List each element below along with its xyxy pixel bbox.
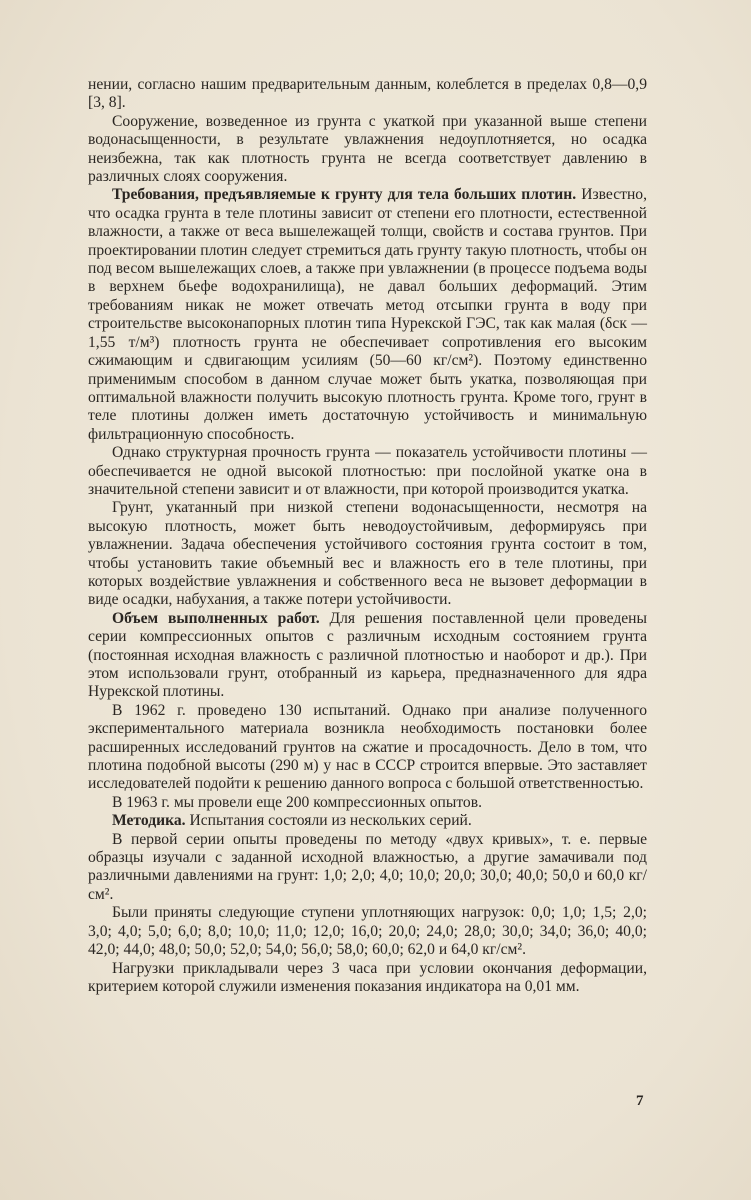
- paragraph: Грунт, укатанный при низкой степени водонасыщенности, несмотря на высокую плотность, может быть неводоустойчивым, деформируясь при увлажнении. Задача обеспечения устойчивого состояния грунта состоит в том, чтобы установить такие объемный вес и влажность его в теле плотины, при которых воздействие увлажнения и собственного веса не вызовет деформации в виде осадки, набухания, а также потери устойчивости.: [88, 499, 647, 609]
- paragraph: Были приняты следующие ступени уплотняющих нагрузок: 0,0; 1,0; 1,5; 2,0; 3,0; 4,0; 5,0; 6,0; 8,0; 10,0; 11,0; 12,0; 16,0; 20,0; 24,0; 28,0; 30,0; 34,0; 36,0; 40,0; 42,0; 44,0; 48,0; 50,0; 52,0; 54,0; 56,0; 58,0; 60,0; 62,0 и 64,0 кг/см².: [88, 904, 647, 959]
- paragraph: Требования, предъявляемые к грунту для тела больших плотин. Известно, что осадка грунта в теле плотины зависит от степени его плотности, естественной влажности, а также от веса вышележащей толщи, свойств и состава грунтов. При проектировании плотин следует стремиться дать грунту такую плотность, чтобы он под весом вышележащих слоев, а также при увлажнении (в процессе подъема воды в верхнем бьефе водохранилища), не давал больших деформаций. Этим требованиям никак не может отвечать метод отсыпки грунта в воду при строительстве высоконапорных плотин типа Нурекской ГЭС, так как малая (δск — 1,55 т/м³) плотность грунта не обеспечивает сопротивления его высоким сжимающим и сдвигающим усилиям (50—60 кг/см²). Поэтому единственно применимым способом в данном случае может быть укатка, позволяющая при оптимальной влажности получить высокую плотность грунта. Кроме того, грунт в теле плотины должен иметь достаточную устойчивость и минимальную фильтрационную способность.: [88, 186, 647, 443]
- paragraph: В 1962 г. проведено 130 испытаний. Однако при анализе полученного экспериментального материала возникла необходимость постановки более расширенных исследований грунтов на сжатие и просадочность. Дело в том, что плотина подобной высоты (290 м) у нас в СССР строится впервые. Это заставляет исследователей подойти к решению данного вопроса с большой ответственностью.: [88, 701, 647, 793]
- paragraph: Нагрузки прикладывали через 3 часа при условии окончания деформации, критерием которой служили изменения показания индикатора на 0,01 мм.: [88, 959, 647, 995]
- paragraph: Однако структурная прочность грунта — показатель устойчивости плотины — обеспечивается не одной высокой плотностью: при послойной укатке она в значительной степени зависит и от влажности, при которой производится укатка.: [88, 444, 647, 498]
- paragraph: В первой серии опыты проведены по методу «двух кривых», т. е. первые образцы изучали с заданной исходной влажностью, а другие замачивали под различными давлениями на грунт: 1,0; 2,0; 4,0; 10,0; 20,0; 30,0; 40,0; 50,0 и 60,0 кг/см².: [88, 830, 647, 903]
- section-heading: Объем выполненных работ.: [112, 609, 320, 627]
- section-heading: Требования, предъявляемые к грунту для тела больших плотин.: [112, 186, 577, 204]
- paragraph: Методика. Испытания состояли из нескольких серий.: [112, 812, 472, 830]
- paragraph: Сооружение, возведенное из грунта с укаткой при указанной выше степени водонасыщенности, в результате увлажнения недоуплотняется, но осадка неизбежна, так как плотность грунта не всегда соответствует давлению в различных слоях сооружения.: [88, 112, 647, 186]
- paragraph: нении, согласно нашим предварительным данным, колеблется в пределах 0,8—0,9 [3, 8].: [88, 76, 647, 112]
- paragraph: В 1963 г. мы провели еще 200 компрессионных опытов.: [112, 793, 482, 811]
- body-text: [88, 76, 647, 996]
- paragraph: Объем выполненных работ. Для решения поставленной цели проведены серии компрессионных опытов с различным исходным состоянием грунта (постоянная исходная влажность с различной плотностью и наоборот и др.). При этом использовали грунт, отобранный из карьера, предназначенного для ядра Нурекской плотины.: [88, 609, 648, 701]
- page-number: 7: [636, 1093, 644, 1109]
- section-heading: Методика.: [112, 812, 186, 830]
